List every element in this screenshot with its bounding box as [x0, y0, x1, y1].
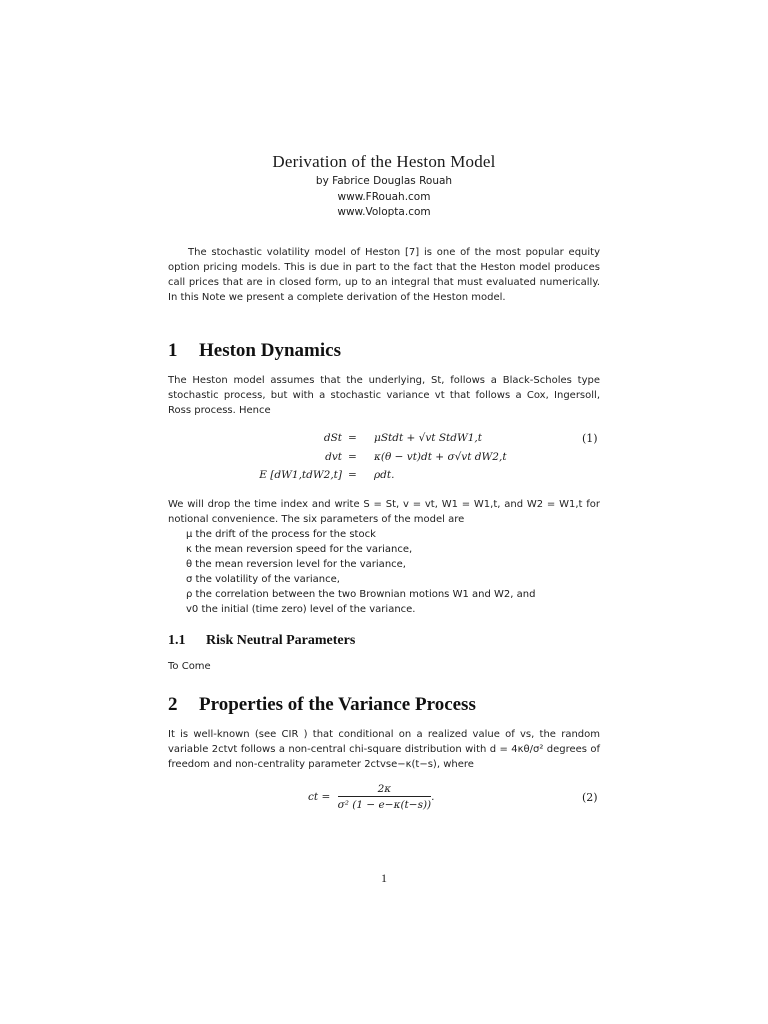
eq2-numerator: 2κ [338, 783, 432, 797]
eq1-row2-rel: = [348, 451, 357, 463]
eq1-row2-lhs: dvt [325, 451, 342, 463]
subsection-1-1-title: Risk Neutral Parameters [206, 633, 356, 648]
website-2: www.Volopta.com [337, 206, 431, 218]
section-2-number: 2 [168, 694, 178, 715]
eq1-row1-rhs: μStdt + √vt StdW1,t [374, 432, 482, 444]
subsection-1-1-heading [168, 633, 355, 649]
section-1-intro: The Heston model assumes that the underlying, St, follows a Black-Scholes type stochastic process, but with a stochastic variance vt that follows a Cox, Ingersoll, Ross process. Hence [168, 375, 600, 416]
eq2-fraction [337, 783, 435, 811]
abstract: The stochastic volatility model of Heston [7] is one of the most popular equity option pricing models. This is due in part to the fact that the Heston model produces call prices that are in closed form, up to an integral that must evaluated numerically. In this Note we present a complete derivation of the Heston model. [168, 247, 600, 303]
subsection-1-1-number: 1.1 [168, 633, 186, 648]
equation-2 [308, 783, 435, 811]
paper-title: Derivation of the Heston Model [272, 152, 496, 171]
list-item: v0 the initial (time zero) level of the variance. [186, 604, 416, 615]
page-number: 1 [381, 871, 387, 885]
eq1-row1-lhs: dSt [323, 432, 342, 444]
notation-paragraph: We will drop the time index and write S = St, v = vt, W1 = W1,t, and W2 = W1,t for notional convenience. The six parameters of the model are [168, 499, 600, 525]
author-line: by Fabrice Douglas Rouah [315, 175, 453, 187]
eq2-denominator: σ² (1 − e−κ(t−s)) [337, 799, 432, 811]
section-2-title: Properties of the Variance Process [199, 694, 476, 715]
subsection-1-1-body: To Come [168, 661, 211, 672]
eq2-lhs: ct = [308, 791, 331, 803]
section-1-heading [168, 340, 341, 362]
parameter-list [186, 527, 535, 617]
website-1: www.FRouah.com [337, 191, 431, 203]
eq2-number: (2) [582, 791, 598, 804]
list-item: θ the mean reversion level for the variance, [186, 559, 406, 570]
eq1-row1-rel: = [348, 432, 357, 444]
section-2-heading [168, 694, 476, 716]
list-item: σ the volatility of the variance, [186, 574, 340, 585]
section-2-body: It is well-known (see CIR ) that conditional on a realized value of vs, the random variable 2ctvt follows a non-central chi-square distribution with d = 4κθ/σ² degrees of freedom and non-centrality parameter 2ctvse−κ(t−s), where [168, 729, 600, 770]
eq1-row3-lhs: E [dW1,tdW2,t] [259, 469, 342, 481]
eq1-row3-rel: = [348, 469, 357, 481]
list-item: κ the mean reversion speed for the variance, [186, 544, 413, 555]
eq1-number: (1) [582, 432, 598, 445]
section-1-number: 1 [168, 340, 178, 361]
eq1-row2-rhs: κ(θ − vt)dt + σ√vt dW2,t [374, 451, 507, 463]
list-item: ρ the correlation between the two Brownian motions W1 and W2, and [186, 589, 536, 600]
eq1-row3-rhs: ρdt. [374, 469, 395, 481]
list-item: μ the drift of the process for the stock [186, 529, 376, 540]
eq2-trail: . [431, 791, 435, 803]
section-1-title: Heston Dynamics [199, 340, 341, 361]
